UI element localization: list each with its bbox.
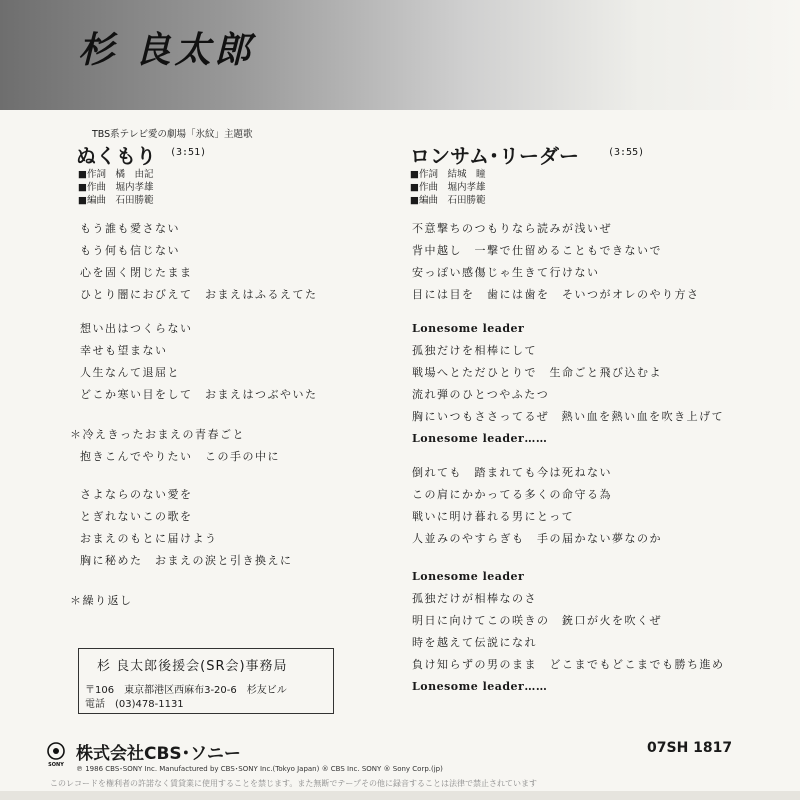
lyric-line: 幸せも望まない — [80, 344, 168, 357]
song-a-title: ぬくもり — [76, 144, 156, 168]
credit-arranger: ■編曲 石田勝範 — [78, 195, 154, 206]
song-a-time: (3:51) — [170, 147, 207, 158]
lyric-line: 背中越し 一撃で仕留めることもできないで — [412, 244, 662, 257]
lyric-line: 明日に向けてこの咲きの 銃口が火を吹くぜ — [412, 614, 662, 627]
song-b-time: (3:55) — [608, 147, 645, 158]
lyric-line: 胸にいつもささってるぜ 熱い血を熱い血を吹き上げて — [412, 410, 725, 423]
lyric-line: ＊冷えきったおまえの青春ごと — [70, 428, 245, 441]
fanclub-name: 杉 良太郎後援会(SR会)事務局 — [97, 659, 288, 674]
song-b-credits — [410, 168, 486, 207]
lyric-line: 想い出はつくらない — [80, 322, 193, 335]
logo-text: SONY — [48, 762, 64, 768]
song-b-title: ロンサム･リーダー — [410, 144, 579, 168]
lyric-line: 戦いに明け暮れる男にとって — [412, 510, 575, 523]
fanclub-phone: 電話 (03)478-1131 — [85, 699, 184, 710]
credit-composer: ■作曲 堀内孝雄 — [410, 182, 486, 193]
lyric-line: ＊繰り返し — [70, 594, 133, 607]
lyric-line: もう誰も愛さない — [80, 222, 180, 235]
song-a-verse-1 — [80, 218, 318, 306]
lyric-line: 人生なんて退屈と — [80, 366, 180, 379]
song-a-chorus — [70, 424, 280, 468]
song-b-chorus-2 — [412, 566, 725, 698]
lyric-line: 倒れても 踏まれても今は死ねない — [412, 466, 612, 479]
fanclub-address: 〒106 東京都港区西麻布3-20-6 杉友ビル — [85, 685, 287, 696]
catalog-number: 07SH 1817 — [647, 740, 733, 756]
lyric-line: おまえのもとに届けよう — [80, 532, 218, 545]
lyric-line: 時を越えて伝説になれ — [412, 636, 537, 649]
lyric-line: どこか寒い目をして おまえはつぶやいた — [80, 388, 318, 401]
lyric-line: この肩にかかってる多くの命守る為 — [412, 488, 612, 501]
credit-lyricist: ■作詞 橘 由記 — [78, 169, 154, 180]
song-a-verse-3 — [80, 484, 293, 572]
lyric-line-english: Lonesome leader…… — [412, 432, 548, 445]
lyric-line: 人並みのやすらぎも 手の届かない夢なのか — [412, 532, 662, 545]
lyric-line: 戦場へとただひとりで 生命ごと飛び込むよ — [412, 366, 662, 379]
credit-arranger: ■編曲 石田勝範 — [410, 195, 486, 206]
song-a-repeat — [70, 590, 133, 612]
lyric-line: ひとり闇におびえて おまえはふるえてた — [80, 288, 318, 301]
song-a-credits — [78, 168, 154, 207]
lyric-line-english: Lonesome leader…… — [412, 680, 548, 693]
company-name: 株式会社CBS･ソニー — [76, 744, 241, 764]
song-b-verse-2 — [412, 462, 662, 550]
lyric-line: 胸に秘めた おまえの涙と引き換えに — [80, 554, 293, 567]
credit-composer: ■作曲 堀内孝雄 — [78, 182, 154, 193]
bottom-edge — [0, 791, 800, 800]
cbs-sony-logo-icon — [44, 742, 68, 766]
lyric-line: 抱きこんでやりたい この手の中に — [80, 450, 280, 463]
lyric-line: 負け知らずの男のまま どこまでもどこまでも勝ち進め — [412, 658, 725, 671]
lyric-line: 流れ弾のひとつやふたつ — [412, 388, 550, 401]
song-b-verse-1 — [412, 218, 700, 306]
lyric-line: 孤独だけを相棒にして — [412, 344, 537, 357]
lyric-line: 安っぽい感傷じゃ生きて行けない — [412, 266, 600, 279]
fanclub-box — [78, 648, 334, 714]
lyric-line: 目には目を 歯には歯を そいつがオレのやり方さ — [412, 288, 700, 301]
lyric-line: 不意撃ちのつもりなら読みが浅いぜ — [412, 222, 612, 235]
credit-lyricist: ■作詞 結城 瞳 — [410, 169, 486, 180]
tie-in-text: TBS系テレビ愛の劇場「氷紋」主題歌 — [92, 129, 253, 140]
song-b-chorus-1 — [412, 318, 724, 450]
lyric-line: 心を固く閉じたまま — [80, 266, 193, 279]
lyric-line: さよならのない愛を — [80, 488, 193, 501]
lyric-line-english: Lonesome leader — [412, 322, 525, 335]
lyric-line: とぎれないこの歌を — [80, 510, 193, 523]
copyright-line: ℗ 1986 CBS･SONY Inc. Manufactured by CBS･SONY Inc.(Tokyo Japan) ® CBS Inc. SONY ® Sony Corp.(jp) — [76, 765, 443, 773]
lyric-line-english: Lonesome leader — [412, 570, 525, 583]
legal-notice: このレコードを権利者の許諾なく賃貸業に使用することを禁じます。また無断でテープその他に録音することは法律で禁止されています — [50, 779, 537, 788]
song-a-verse-2 — [80, 318, 318, 406]
lyric-line: もう何も信じない — [80, 244, 180, 257]
lyric-line: 孤独だけが相棒なのさ — [412, 592, 537, 605]
artist-name: 杉 良太郎 — [78, 30, 255, 71]
